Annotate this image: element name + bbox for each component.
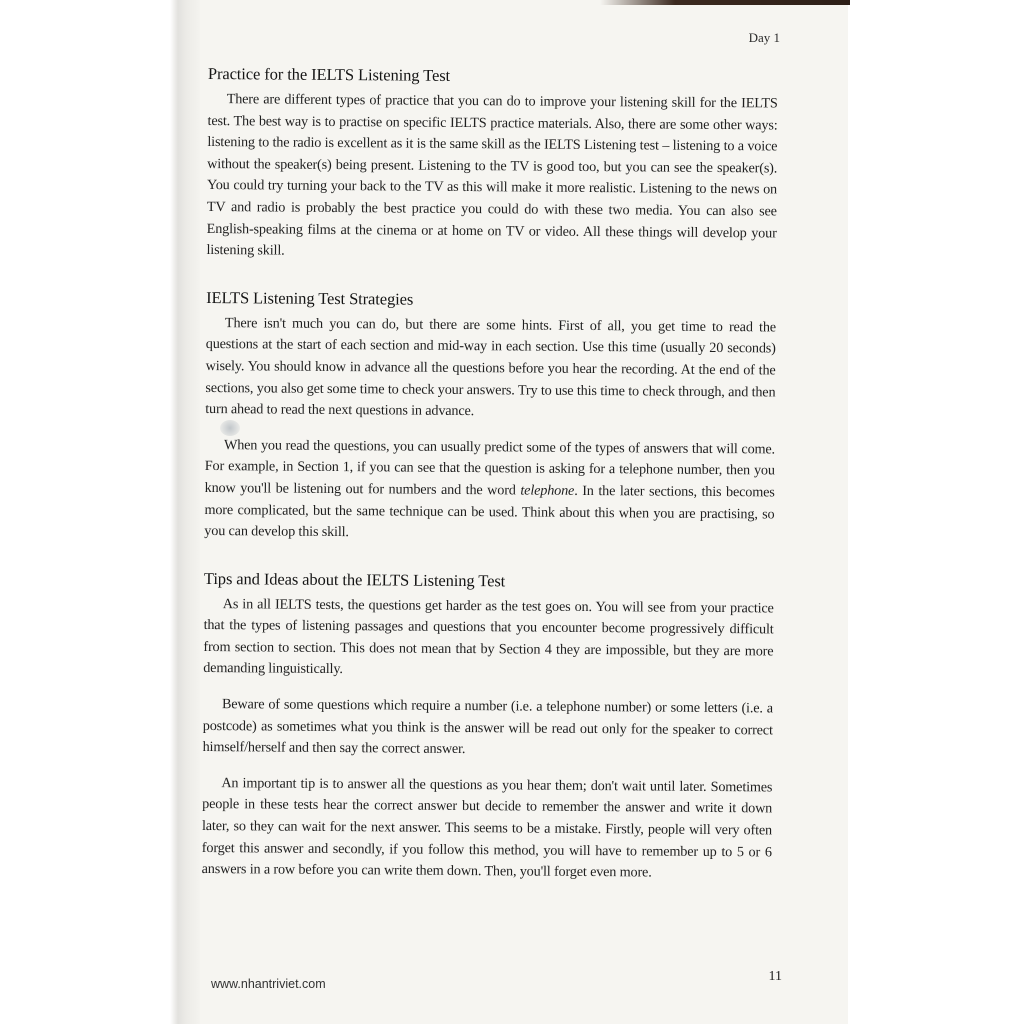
section-heading-practice: Practice for the IELTS Listening Test [207, 64, 451, 85]
ink-smudge [220, 420, 240, 436]
footer-url: www.nhantriviet.com [211, 977, 326, 991]
paragraph: As in all IELTS tests, the questions get harder as the test goes on. You will see from your practice that the types of listening passages and questions that you encounter become progressively difficult from section to section. This does not mean that by Section 4 they are impossible, but they are more demanding linguistically. [203, 595, 774, 678]
scan-margin [848, 0, 1024, 1024]
paragraph-text: When you read the questions, you can usually predict some of the types of answers that will come. For example, in Section 1, if you can see that the question is asking for a telephone number, then you know you'll be listening out for numbers and the word [204, 436, 776, 499]
page-gutter-shadow [0, 0, 200, 1024]
paragraph: There are different types of practice that you can do to improve your listening skill for the IELTS test. The best way is to practise on specific IELTS practice materials. Also, there are some other ways: listening to the radio is excellent as it is the same skill as the IELTS Listening test – listening to a voice without the speaker(s) being present. Listening to the TV is good too, but you can see the speaker(s). You could try turning your back to the TV as this will make it more realistic. Listening to the news on TV and radio is probably the best practice you could do with these two media. You can also see English-speaking films at the cinema or at home on TV or video. All these things will develop your listening skill. [206, 91, 778, 259]
paragraph: Beware of some questions which require a number (i.e. a telephone number) or some letters (i.e. a postcode) as sometimes what you think is the answer will be read out only for the speaker to correct himself/herself and then say the correct answer. [202, 696, 774, 758]
section-tips [202, 569, 774, 886]
paragraph: There isn't much you can do, but there are some hints. First of all, you get time to read the questions at the start of each section and mid-way in each section. Use this time (usually 20 seconds) wisely. You should know in advance all the questions before you hear the recording. At the end of the sections, you also get some time to check your answers. Try to use this time to check through, and then turn ahead to read the next questions in advance. [205, 314, 777, 420]
cover-edge [600, 0, 850, 5]
paragraph-text: . In the later sections, this becomes more complicated, but the same technique can be used. Think about this when you are practising, so you can develop this skill. [204, 482, 775, 541]
paragraph: An important tip is to answer all the questions as you hear them; don't wait until later. Sometimes people in these tests hear the correct answer but decide to remember the answer and write it down later, so they can wait for the next answer. This seems to be a mistake. Firstly, people will very often forget this answer and secondly, if you follow this method, you will have to remember up to 5 or 6 answers in a row before you can write them down. Then, you'll forget even more. [201, 774, 773, 881]
section-practice [206, 64, 778, 266]
page-body [201, 64, 778, 911]
section-heading-tips: Tips and Ideas about the IELTS Listening Test [203, 568, 506, 591]
running-head: Day 1 [748, 30, 780, 45]
italic-term: telephone [520, 482, 575, 499]
section-heading-strategies: IELTS Listening Test Strategies [206, 287, 414, 309]
paragraph [204, 435, 775, 547]
section-strategies [204, 288, 776, 547]
page-number: 11 [768, 969, 782, 984]
